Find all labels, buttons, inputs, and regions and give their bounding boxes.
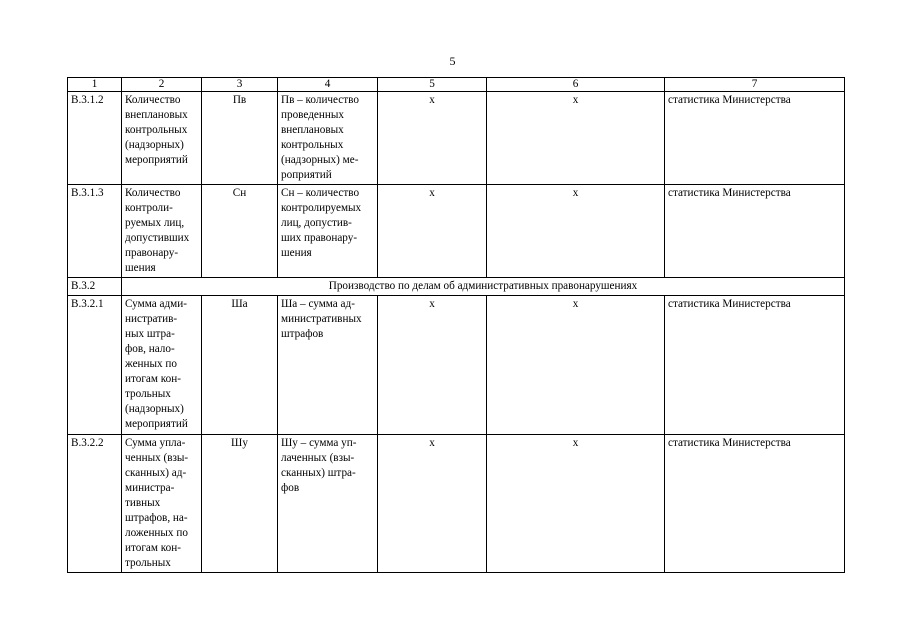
indicator-symbol: Шу (202, 435, 278, 573)
col6-value: х (487, 92, 665, 185)
data-source: статистика Министерства (665, 435, 845, 573)
data-source: статистика Министерства (665, 185, 845, 278)
column-header: 1 (68, 78, 122, 92)
column-header: 2 (122, 78, 202, 92)
table-row (68, 92, 845, 185)
indicator-name: Сумма адми- нистратив- ных штра- фов, нало- женных по итогам кон- трольных (надзорных) мероприятий (122, 296, 202, 435)
row-code: В.3.1.2 (68, 92, 122, 185)
section-row (68, 278, 845, 296)
column-header: 7 (665, 78, 845, 92)
column-header: 3 (202, 78, 278, 92)
indicator-name: Количество контроли- руемых лиц, допустивших правонару- шения (122, 185, 202, 278)
indicator-symbol: Сн (202, 185, 278, 278)
row-code: В.3.2.1 (68, 296, 122, 435)
indicator-description: Шу – сумма уп- лаченных (взы- сканных) штра- фов (278, 435, 378, 573)
column-header: 5 (378, 78, 487, 92)
col5-value: х (378, 435, 487, 573)
indicator-name: Сумма упла- ченных (взы- сканных) ад- министра- тивных штрафов, на- ложенных по итогам кон- трольных (122, 435, 202, 573)
col6-value: х (487, 296, 665, 435)
col5-value: х (378, 296, 487, 435)
indicators-table (67, 77, 845, 573)
row-code: В.3.2.2 (68, 435, 122, 573)
indicator-symbol: Ша (202, 296, 278, 435)
indicator-description: Пв – количество проведенных внеплановых контрольных (надзорных) ме- роприятий (278, 92, 378, 185)
page-number: 5 (449, 54, 456, 68)
section-code: В.3.2 (68, 278, 122, 296)
section-title: Производство по делам об административных правонарушениях (122, 278, 845, 296)
col5-value: х (378, 185, 487, 278)
indicator-description: Сн – количество контролируемых лиц, допустив- ших правонару- шения (278, 185, 378, 278)
col6-value: х (487, 185, 665, 278)
column-header: 6 (487, 78, 665, 92)
table-row (68, 296, 845, 435)
indicator-symbol: Пв (202, 92, 278, 185)
data-source: статистика Министерства (665, 296, 845, 435)
col6-value: х (487, 435, 665, 573)
indicator-name: Количество внеплановых контрольных (надзорных) мероприятий (122, 92, 202, 185)
table-row (68, 435, 845, 573)
indicator-description: Ша – сумма ад- министративных штрафов (278, 296, 378, 435)
table-row (68, 185, 845, 278)
data-source: статистика Министерства (665, 92, 845, 185)
row-code: В.3.1.3 (68, 185, 122, 278)
column-header: 4 (278, 78, 378, 92)
col5-value: х (378, 92, 487, 185)
table-header-row (68, 78, 845, 92)
